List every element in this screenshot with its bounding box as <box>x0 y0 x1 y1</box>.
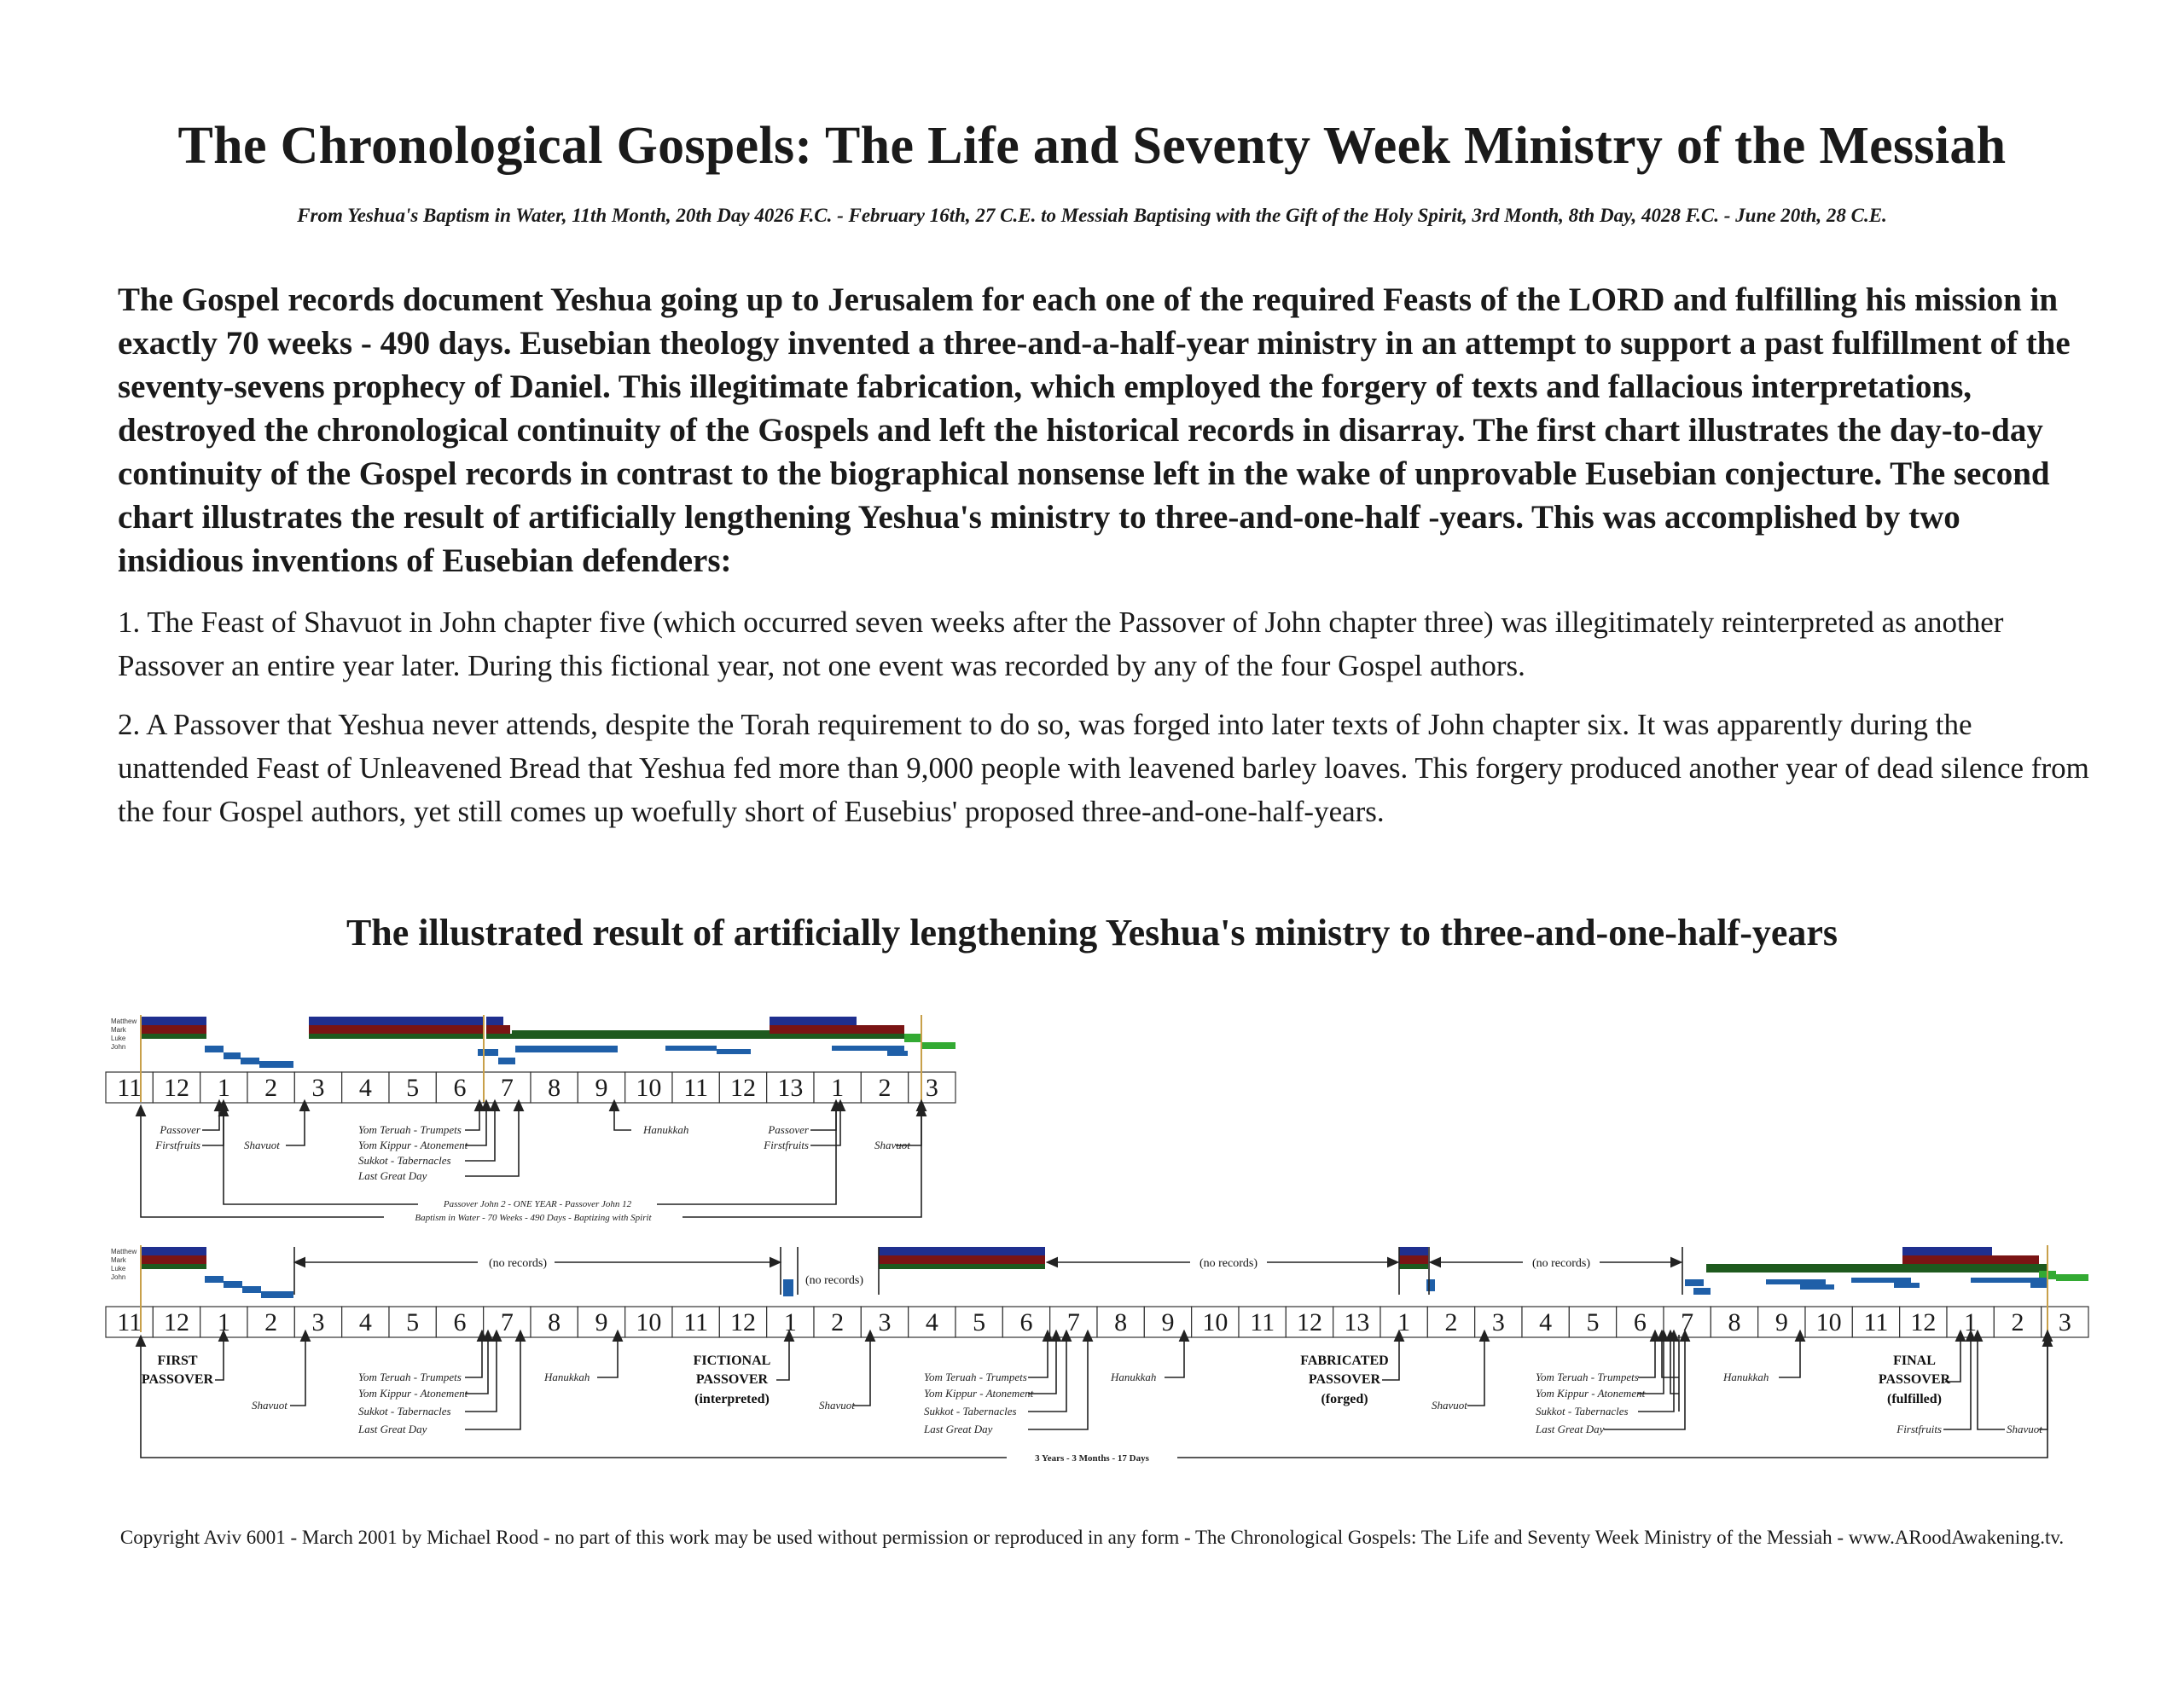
label-firstfruits-c2: Firstfruits <box>1896 1423 1942 1435</box>
month-number: 8 <box>548 1074 561 1102</box>
month-number: 12 <box>730 1074 756 1102</box>
gospel-label-luke-2: Luke <box>111 1265 126 1272</box>
label-first-passover-1: FIRST <box>157 1354 198 1368</box>
month-number: 9 <box>595 1074 608 1102</box>
no-records-1: (no records) <box>488 1257 548 1270</box>
no-records-4: (no records) <box>1531 1257 1591 1270</box>
month-number: 11 <box>1863 1308 1889 1336</box>
month-number: 6 <box>453 1308 467 1336</box>
label-first-passover-2: PASSOVER <box>141 1372 214 1387</box>
copyright-footer: Copyright Aviv 6001 - March 2001 by Michael Rood - no part of this work may be used without permission or reproduced in any form - The Chronological Gospels: The Life and Seventy Week Ministry of the Messiah - www.ARoodAwakening.tv. <box>119 1527 2065 1548</box>
month-number: 10 <box>636 1074 662 1102</box>
label-final-2: PASSOVER <box>1878 1372 1951 1387</box>
label-shavuot-2: Shavuot <box>874 1139 910 1151</box>
month-number: 11 <box>117 1308 142 1336</box>
chart-title: The illustrated result of artificially lengthening Yeshua's ministry to three-and-one-half-years <box>346 912 1838 954</box>
point-one: 1. The Feast of Shavuot in John chapter five (which occurred seven weeks after the Passover of John chapter three) was illegitimately reinterpreted as another Passover an entire year later. During this fictional year, not one event was recorded by any of the four Gospel authors. <box>118 606 2004 682</box>
month-number: 8 <box>1728 1308 1741 1336</box>
no-records-2: (no records) <box>804 1274 864 1287</box>
gospel-label-john-2: John <box>111 1273 126 1281</box>
month-number: 13 <box>777 1074 804 1102</box>
month-number: 2 <box>1444 1308 1458 1336</box>
month-number: 13 <box>1344 1308 1370 1336</box>
month-number: 3 <box>925 1074 938 1102</box>
label-yom-teruah-c2b: Yom Teruah - Trumpets <box>924 1371 1027 1383</box>
month-number: 1 <box>1964 1308 1978 1336</box>
month-number: 2 <box>831 1308 845 1336</box>
month-number: 1 <box>783 1308 797 1336</box>
month-number: 6 <box>1019 1308 1033 1336</box>
month-number: 3 <box>2058 1308 2071 1336</box>
no-records-3: (no records) <box>1199 1257 1258 1270</box>
span-one-year: Passover John 2 - ONE YEAR - Passover John 12 <box>443 1199 632 1209</box>
gospel-label-mark: Mark <box>111 1026 126 1034</box>
month-number: 7 <box>1681 1308 1694 1336</box>
month-number: 1 <box>831 1074 845 1102</box>
label-shavuot: Shavuot <box>244 1139 280 1151</box>
month-strip-chart2 <box>106 1307 2088 1337</box>
month-number: 10 <box>1202 1308 1228 1336</box>
label-hanukkah-c2b: Hanukkah <box>1111 1371 1157 1383</box>
page-title: The Chronological Gospels: The Life and Seventy Week Ministry of the Messiah <box>177 117 2007 175</box>
label-yom-kippur-c2a: Yom Kippur - Atonement <box>358 1387 468 1400</box>
chart-three-and-half-years <box>106 1245 2088 1464</box>
month-number: 6 <box>453 1074 467 1102</box>
label-final-1: FINAL <box>1893 1354 1936 1368</box>
month-number: 7 <box>500 1074 514 1102</box>
label-yom-teruah-c2c: Yom Teruah - Trumpets <box>1536 1371 1639 1383</box>
month-number: 2 <box>264 1074 278 1102</box>
label-shavuot-c2b: Shavuot <box>819 1399 855 1412</box>
label-last-great-day-c2c: Last Great Day <box>1536 1423 1605 1435</box>
month-number: 12 <box>164 1308 189 1336</box>
month-strip-chart1 <box>106 1072 956 1103</box>
month-number: 11 <box>683 1308 709 1336</box>
month-number: 12 <box>164 1074 189 1102</box>
month-number: 3 <box>311 1308 325 1336</box>
label-sukkot: Sukkot - Tabernacles <box>358 1154 451 1167</box>
label-shavuot-c2a: Shavuot <box>252 1399 288 1412</box>
label-fictional-1: FICTIONAL <box>693 1354 771 1368</box>
chart-seventy-weeks <box>106 1015 956 1223</box>
month-number: 12 <box>730 1308 756 1336</box>
point-two: 2. A Passover that Yeshua never attends, despite the Torah requirement to do so, was forged into later texts of John chapter six. It was apparently during the unattended Feast of Unleavened Bread that Yeshua fed more than 9,000 people with leavened barley loaves. This forgery produced another year of dead silence from the four Gospel authors, yet still comes up woefully short of Eusebius' proposed three-and-one-half-years. <box>118 708 2089 828</box>
label-sukkot-c2c: Sukkot - Tabernacles <box>1536 1405 1629 1417</box>
month-number: 5 <box>1586 1308 1600 1336</box>
month-number: 2 <box>2011 1308 2024 1336</box>
month-number: 11 <box>683 1074 709 1102</box>
label-last-great-day: Last Great Day <box>358 1169 427 1182</box>
label-sukkot-c2b: Sukkot - Tabernacles <box>924 1405 1017 1417</box>
month-number: 1 <box>217 1308 230 1336</box>
label-passover: Passover <box>160 1123 200 1136</box>
label-shavuot-c2c: Shavuot <box>1432 1399 1467 1412</box>
label-fabricated-3: (forged) <box>1321 1392 1368 1406</box>
month-number: 8 <box>548 1308 561 1336</box>
gospel-label-matthew-2: Matthew <box>111 1248 137 1255</box>
span-three-years: 3 Years - 3 Months - 17 Days <box>1035 1453 1149 1464</box>
month-number: 7 <box>1066 1308 1080 1336</box>
month-number: 4 <box>925 1308 938 1336</box>
span-seventy-weeks: Baptism in Water - 70 Weeks - 490 Days - Baptizing with Spirit <box>415 1213 652 1223</box>
month-number: 10 <box>1815 1308 1842 1336</box>
month-number: 5 <box>406 1074 420 1102</box>
month-number: 1 <box>1397 1308 1411 1336</box>
label-passover-2: Passover <box>768 1123 809 1136</box>
label-fictional-2: PASSOVER <box>695 1372 769 1387</box>
month-number: 6 <box>1633 1308 1647 1336</box>
month-number: 4 <box>1539 1308 1553 1336</box>
label-fictional-3: (interpreted) <box>694 1392 770 1406</box>
gospel-label-mark-2: Mark <box>111 1256 126 1264</box>
gospel-label-luke: Luke <box>111 1035 126 1042</box>
month-number: 4 <box>358 1308 372 1336</box>
label-hanukkah-c2a: Hanukkah <box>544 1371 590 1383</box>
gospel-bars-chart1 <box>141 1017 956 1068</box>
month-number: 7 <box>500 1308 514 1336</box>
month-number: 3 <box>878 1308 892 1336</box>
label-shavuot-c2d: Shavuot <box>2007 1423 2042 1435</box>
month-number: 8 <box>1114 1308 1128 1336</box>
month-number: 9 <box>1774 1308 1788 1336</box>
label-firstfruits-2: Firstfruits <box>764 1139 809 1151</box>
month-number: 2 <box>878 1074 892 1102</box>
label-yom-kippur: Yom Kippur - Atonement <box>358 1139 468 1151</box>
intro-paragraph: The Gospel records document Yeshua going up to Jerusalem for each one of the required Feasts of the LORD and fulfilling his mission in exactly 70 weeks - 490 days. Eusebian theology invented a three-and-a-half-year ministry in an attempt to support a past fulfillment of the seventy-sevens prophecy of Daniel. This illegitimate fabrication, which employed the forgery of texts and fallacious interpretations, destroyed the chronological continuity of the Gospels and left the historical records in disarray. The first chart illustrates the day-to-day continuity of the Gospel records in contrast to the biographical nonsense left in the wake of unprovable Eusebian conjecture. The second chart illustrates the result of artificially lengthening Yeshua's ministry to three-and-one-half -years. This was accomplished by two insidious inventions of Eusebian defenders: <box>118 281 2071 579</box>
month-number: 3 <box>1491 1308 1505 1336</box>
gospel-label-john: John <box>111 1043 126 1051</box>
label-fabricated-2: PASSOVER <box>1308 1372 1381 1387</box>
label-yom-kippur-c2b: Yom Kippur - Atonement <box>924 1387 1034 1400</box>
label-yom-kippur-c2c: Yom Kippur - Atonement <box>1536 1387 1646 1400</box>
label-yom-teruah-c2a: Yom Teruah - Trumpets <box>358 1371 462 1383</box>
label-final-3: (fulfilled) <box>1887 1392 1942 1406</box>
month-number: 11 <box>1250 1308 1275 1336</box>
label-last-great-day-c2b: Last Great Day <box>924 1423 993 1435</box>
gospel-bars-chart2 <box>141 1247 2088 1298</box>
label-fabricated-1: FABRICATED <box>1300 1354 1389 1368</box>
month-number: 2 <box>264 1308 278 1336</box>
page-subtitle: From Yeshua's Baptism in Water, 11th Month, 20th Day 4026 F.C. - February 16th, 27 C.E. to Messiah Baptising with the Gift of the Holy Spirit, 3rd Month, 8th Day, 4028 F.C. - June 20th, 28 C.E. <box>297 205 1887 226</box>
label-firstfruits: Firstfruits <box>155 1139 200 1151</box>
month-number: 5 <box>406 1308 420 1336</box>
month-number: 9 <box>1161 1308 1175 1336</box>
month-number: 3 <box>311 1074 325 1102</box>
month-number: 12 <box>1297 1308 1322 1336</box>
month-number: 10 <box>636 1308 662 1336</box>
month-number: 11 <box>117 1074 142 1102</box>
label-hanukkah: Hanukkah <box>643 1123 689 1136</box>
label-yom-teruah: Yom Teruah - Trumpets <box>358 1123 462 1136</box>
month-number: 12 <box>1910 1308 1937 1336</box>
label-hanukkah-c2c: Hanukkah <box>1723 1371 1769 1383</box>
label-sukkot-c2a: Sukkot - Tabernacles <box>358 1405 451 1417</box>
month-number: 1 <box>217 1074 230 1102</box>
month-number: 4 <box>358 1074 372 1102</box>
month-number: 5 <box>973 1308 986 1336</box>
gospel-label-matthew: Matthew <box>111 1017 137 1025</box>
label-last-great-day-c2a: Last Great Day <box>358 1423 427 1435</box>
month-number: 9 <box>595 1308 608 1336</box>
